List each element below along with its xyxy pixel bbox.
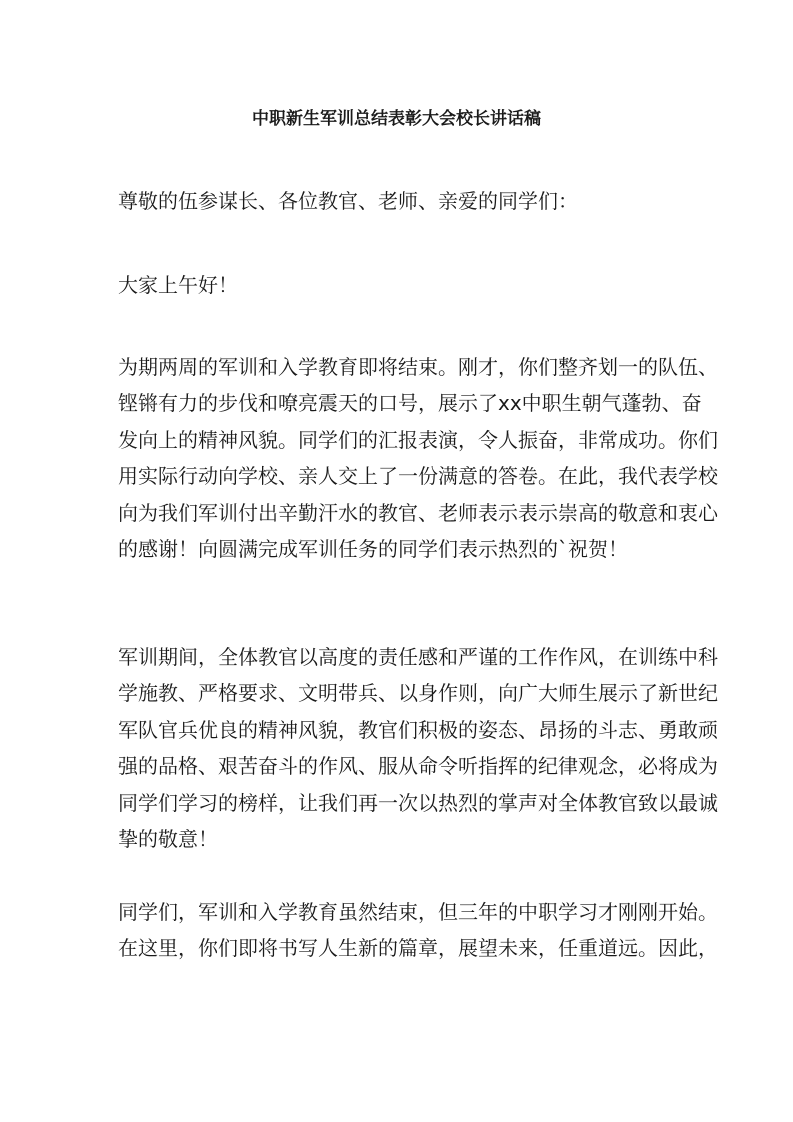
paragraph-line: 军训期间，全体教官以高度的责任感和严谨的工作作风，在训练中科 [118, 645, 718, 669]
paragraph-line: 挚的敬意！ [118, 826, 218, 851]
paragraph-2 [118, 639, 718, 857]
paragraph-line: 发向上的精神风貌。同学们的汇报表演，令人振奋，非常成功。你们 [118, 427, 718, 452]
salutation-text: 尊敬的伍参谋长、各位教官、老师、亲爱的同学们： [118, 189, 578, 213]
paragraph-line: 向为我们军训付出辛勤汗水的教官、老师表示表示崇高的敬意和衷心 [118, 500, 718, 525]
paragraph-1 [118, 349, 718, 567]
paragraph-line: 的感谢！向圆满完成军训任务的同学们表示热烈的`祝贺！ [118, 536, 628, 561]
paragraph-line: 同学们学习的榜样，让我们再一次以热烈的掌声对全体教官致以最诚 [118, 790, 718, 815]
paragraph-line: 军队官兵优良的精神风貌，教官们积极的姿态、昂扬的斗志、勇敢顽 [118, 717, 718, 742]
paragraph-3 [118, 894, 718, 967]
paragraph-line: 在这里，你们即将书写人生新的篇章，展望未来，任重道远。因此， [118, 936, 718, 961]
paragraph-line: 为期两周的军训和入学教育即将结束。刚才，你们整齐划一的队伍、 [118, 355, 718, 379]
paragraph-line: 同学们，军训和入学教育虽然结束，但三年的中职学习才刚刚开始。 [118, 900, 718, 924]
greeting-text: 大家上午好！ [118, 273, 238, 297]
document-title: 中职新生军训总结表彰大会校长讲话稿 [252, 109, 541, 129]
paragraph-line: 学施教、严格要求、文明带兵、以身作则，向广大师生展示了新世纪 [118, 681, 718, 706]
salutation [118, 183, 686, 219]
paragraph-line: 铿锵有力的步伐和嘹亮震天的口号，展示了xx中职生朝气蓬勃、奋 [118, 391, 702, 416]
paragraph-line: 用实际行动向学校、亲人交上了一份满意的答卷。在此，我代表学校 [118, 464, 718, 489]
paragraph-line: 强的品格、艰苦奋斗的作风、服从命令听指挥的纪律观念，必将成为 [118, 754, 718, 779]
greeting [118, 267, 686, 303]
